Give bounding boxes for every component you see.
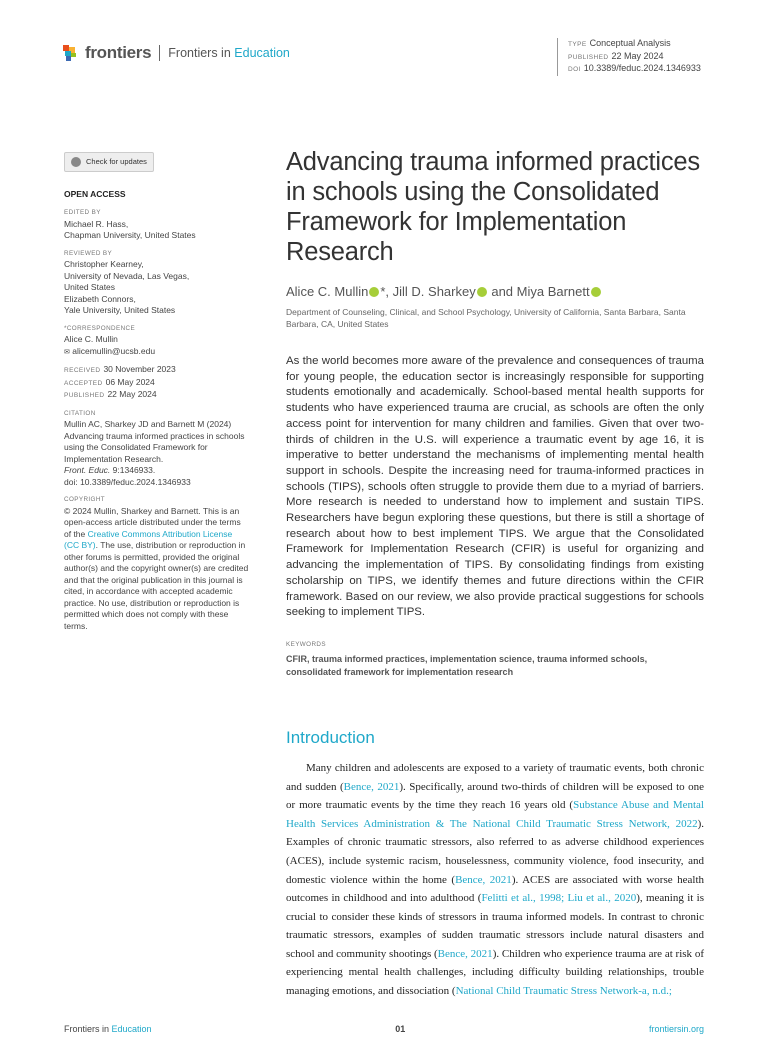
correspondence-email[interactable]: ✉ alicemullin@ucsb.edu xyxy=(64,345,156,356)
article-title: Advancing trauma informed practices in schools using the Consolidated Framework for Implementation Research xyxy=(286,148,700,266)
divider xyxy=(159,45,160,61)
section-heading-introduction: Introduction xyxy=(286,727,375,747)
open-access-label: OPEN ACCESS xyxy=(64,188,126,199)
page-footer xyxy=(64,1023,704,1035)
citation: Mullin AC, Sharkey JD and Barnett M (2024) Advancing trauma informed practices in schools using the Consolidated Framework for Implementation Research. Front. Educ. 9:1346933. doi: 10.3389/feduc.2024.1346933 xyxy=(64,419,245,487)
citation-label: CITATION xyxy=(64,409,96,417)
dates: RECEIVED 30 November 2023 ACCEPTED 06 May 2024 PUBLISHED 22 May 2024 xyxy=(64,364,176,399)
article-main xyxy=(286,147,704,1001)
editor: Michael R. Hass, Chapman University, United States xyxy=(64,218,196,240)
orcid-icon[interactable] xyxy=(477,287,487,297)
frontiers-logo-icon xyxy=(63,45,77,61)
copyright: © 2024 Mullin, Sharkey and Barnett. This is an open-access article distributed under the terms of the Creative Commons Attribution License (CC BY). The use, distribution or reproduction in other forums is permitted, provided the original author(s) and the copyright owner(s) are credited and that the original publication in this journal is cited, in accordance with accepted academic practice. No use, distribution or reproduction is permitted which does not comply with these terms. xyxy=(64,505,249,631)
update-icon xyxy=(71,157,81,167)
citation-link[interactable]: Bence, 2021 xyxy=(455,873,512,886)
affiliation: Department of Counseling, Clinical, and School Psychology, University of California, Santa Barbara, Santa Barbara, CA, United States xyxy=(286,307,686,329)
footer-journal: Frontiers in Education xyxy=(64,1023,152,1034)
abstract: As the world becomes more aware of the prevalence and consequences of trauma for young people, the education sector is increasingly responsible for supporting students emotionally and academically. School-based mental health supports for students who have experienced trauma are crucial, as schools are often the only access point for intervention for many children and families. Given that over two-thirds of children in the U.S. will experience a traumatic event by age 16, it is imperative to better understand the mechanisms of implementing mental health support in schools. Despite the increasing need for trauma-informed practices in schools (TIPS), schools often struggle to provide them due to a myriad of barriers. More research is needed to understand how to implement and sustain TIPS. Researchers have begun exploring these questions, but there is still a shortage of research about how to best implement TIPS. We argue that the Consolidated Framework for Implementation Research (CFIR) is useful for organizing and advancing the implementation of TIPS. By consolidating findings from existing scholarship on TIPS, we identify themes and future directions within the CFIR framework. Based on our review, we also provide practical suggestions for schools seeking to implement TIPS. xyxy=(286,355,704,619)
mail-icon: ✉ xyxy=(64,348,70,356)
check-for-updates-button[interactable]: Check for updates xyxy=(64,152,154,172)
edited-by-label: EDITED BY xyxy=(64,209,101,216)
keywords: CFIR, trauma informed practices, implementation science, trauma informed schools, consolidated framework for implementation research xyxy=(286,653,648,677)
citation-link[interactable]: Substance Abuse and Mental Health Services Administration & The National Child Traumatic Stress Network, 2022 xyxy=(286,799,704,830)
citation-link[interactable]: Felitti et al., 1998; Liu et al., 2020 xyxy=(481,892,637,905)
correspondence-label: *CORRESPONDENCE xyxy=(64,324,136,332)
journal-header xyxy=(63,43,290,63)
citation-link[interactable]: National Child Traumatic Stress Network-a, n.d.; xyxy=(455,985,672,998)
sidebar xyxy=(64,147,249,632)
license-link[interactable]: Creative Commons Attribution License (CC BY) xyxy=(64,528,233,550)
keywords-label: KEYWORDS xyxy=(286,640,326,648)
page-content xyxy=(64,147,704,1055)
footer-site-link[interactable]: frontiersin.org xyxy=(648,1023,704,1034)
brand-name: frontiers xyxy=(85,43,152,62)
journal-name: Frontiers in Education xyxy=(168,46,290,60)
authors: Alice C. Mullin *, Jill D. Sharkey and Miya Barnett xyxy=(286,284,704,299)
reviewed-by-label: REVIEWED BY xyxy=(64,249,113,257)
introduction-paragraph: Many children and adolescents are exposed to a variety of traumatic events, both chronic and sudden (Bence, 2021). Specifically, around two-thirds of children will be exposed to one or more traumatic events by the time they reach 16 years old (Substance Abuse and Mental Health Services Administration & The National Child Traumatic Stress Network, 2022). Examples of chronic traumatic stressors, also referred to as adverse childhood experiences (ACES), include systemic racism, houselessness, community violence, food insecurity, and domestic violence within the home (Bence, 2021). ACES are associated with worse health outcomes in childhood and into adulthood (Felitti et al., 1998; Liu et al., 2020), meaning it is crucial to consider these kinds of stressors in trauma informed models. In contrast to chronic traumatic stressors, examples of sudden traumatic stressors include natural disasters and school and community shootings (Bence, 2021). Children who experience trauma are at risk of experiencing mental health challenges, including difficulty building relationships, trouble managing emotions, and dissociation (National Child Traumatic Stress Network-a, n.d.; xyxy=(286,761,705,998)
reviewers: Christopher Kearney, University of Nevada, Las Vegas, United States Elizabeth Connors, Yale University, United States xyxy=(64,259,190,315)
citation-link[interactable]: Bence, 2021 xyxy=(437,947,493,960)
article-meta: TYPE Conceptual Analysis PUBLISHED 22 May 2024 DOI 10.3389/feduc.2024.1346933 xyxy=(557,38,701,76)
orcid-icon[interactable] xyxy=(591,287,601,297)
copyright-label: COPYRIGHT xyxy=(64,496,106,503)
orcid-icon[interactable] xyxy=(369,287,379,297)
correspondence-name: Alice C. Mullin xyxy=(64,334,118,344)
citation-link[interactable]: Bence, 2021 xyxy=(343,780,400,793)
page-number: 01 xyxy=(395,1023,406,1034)
